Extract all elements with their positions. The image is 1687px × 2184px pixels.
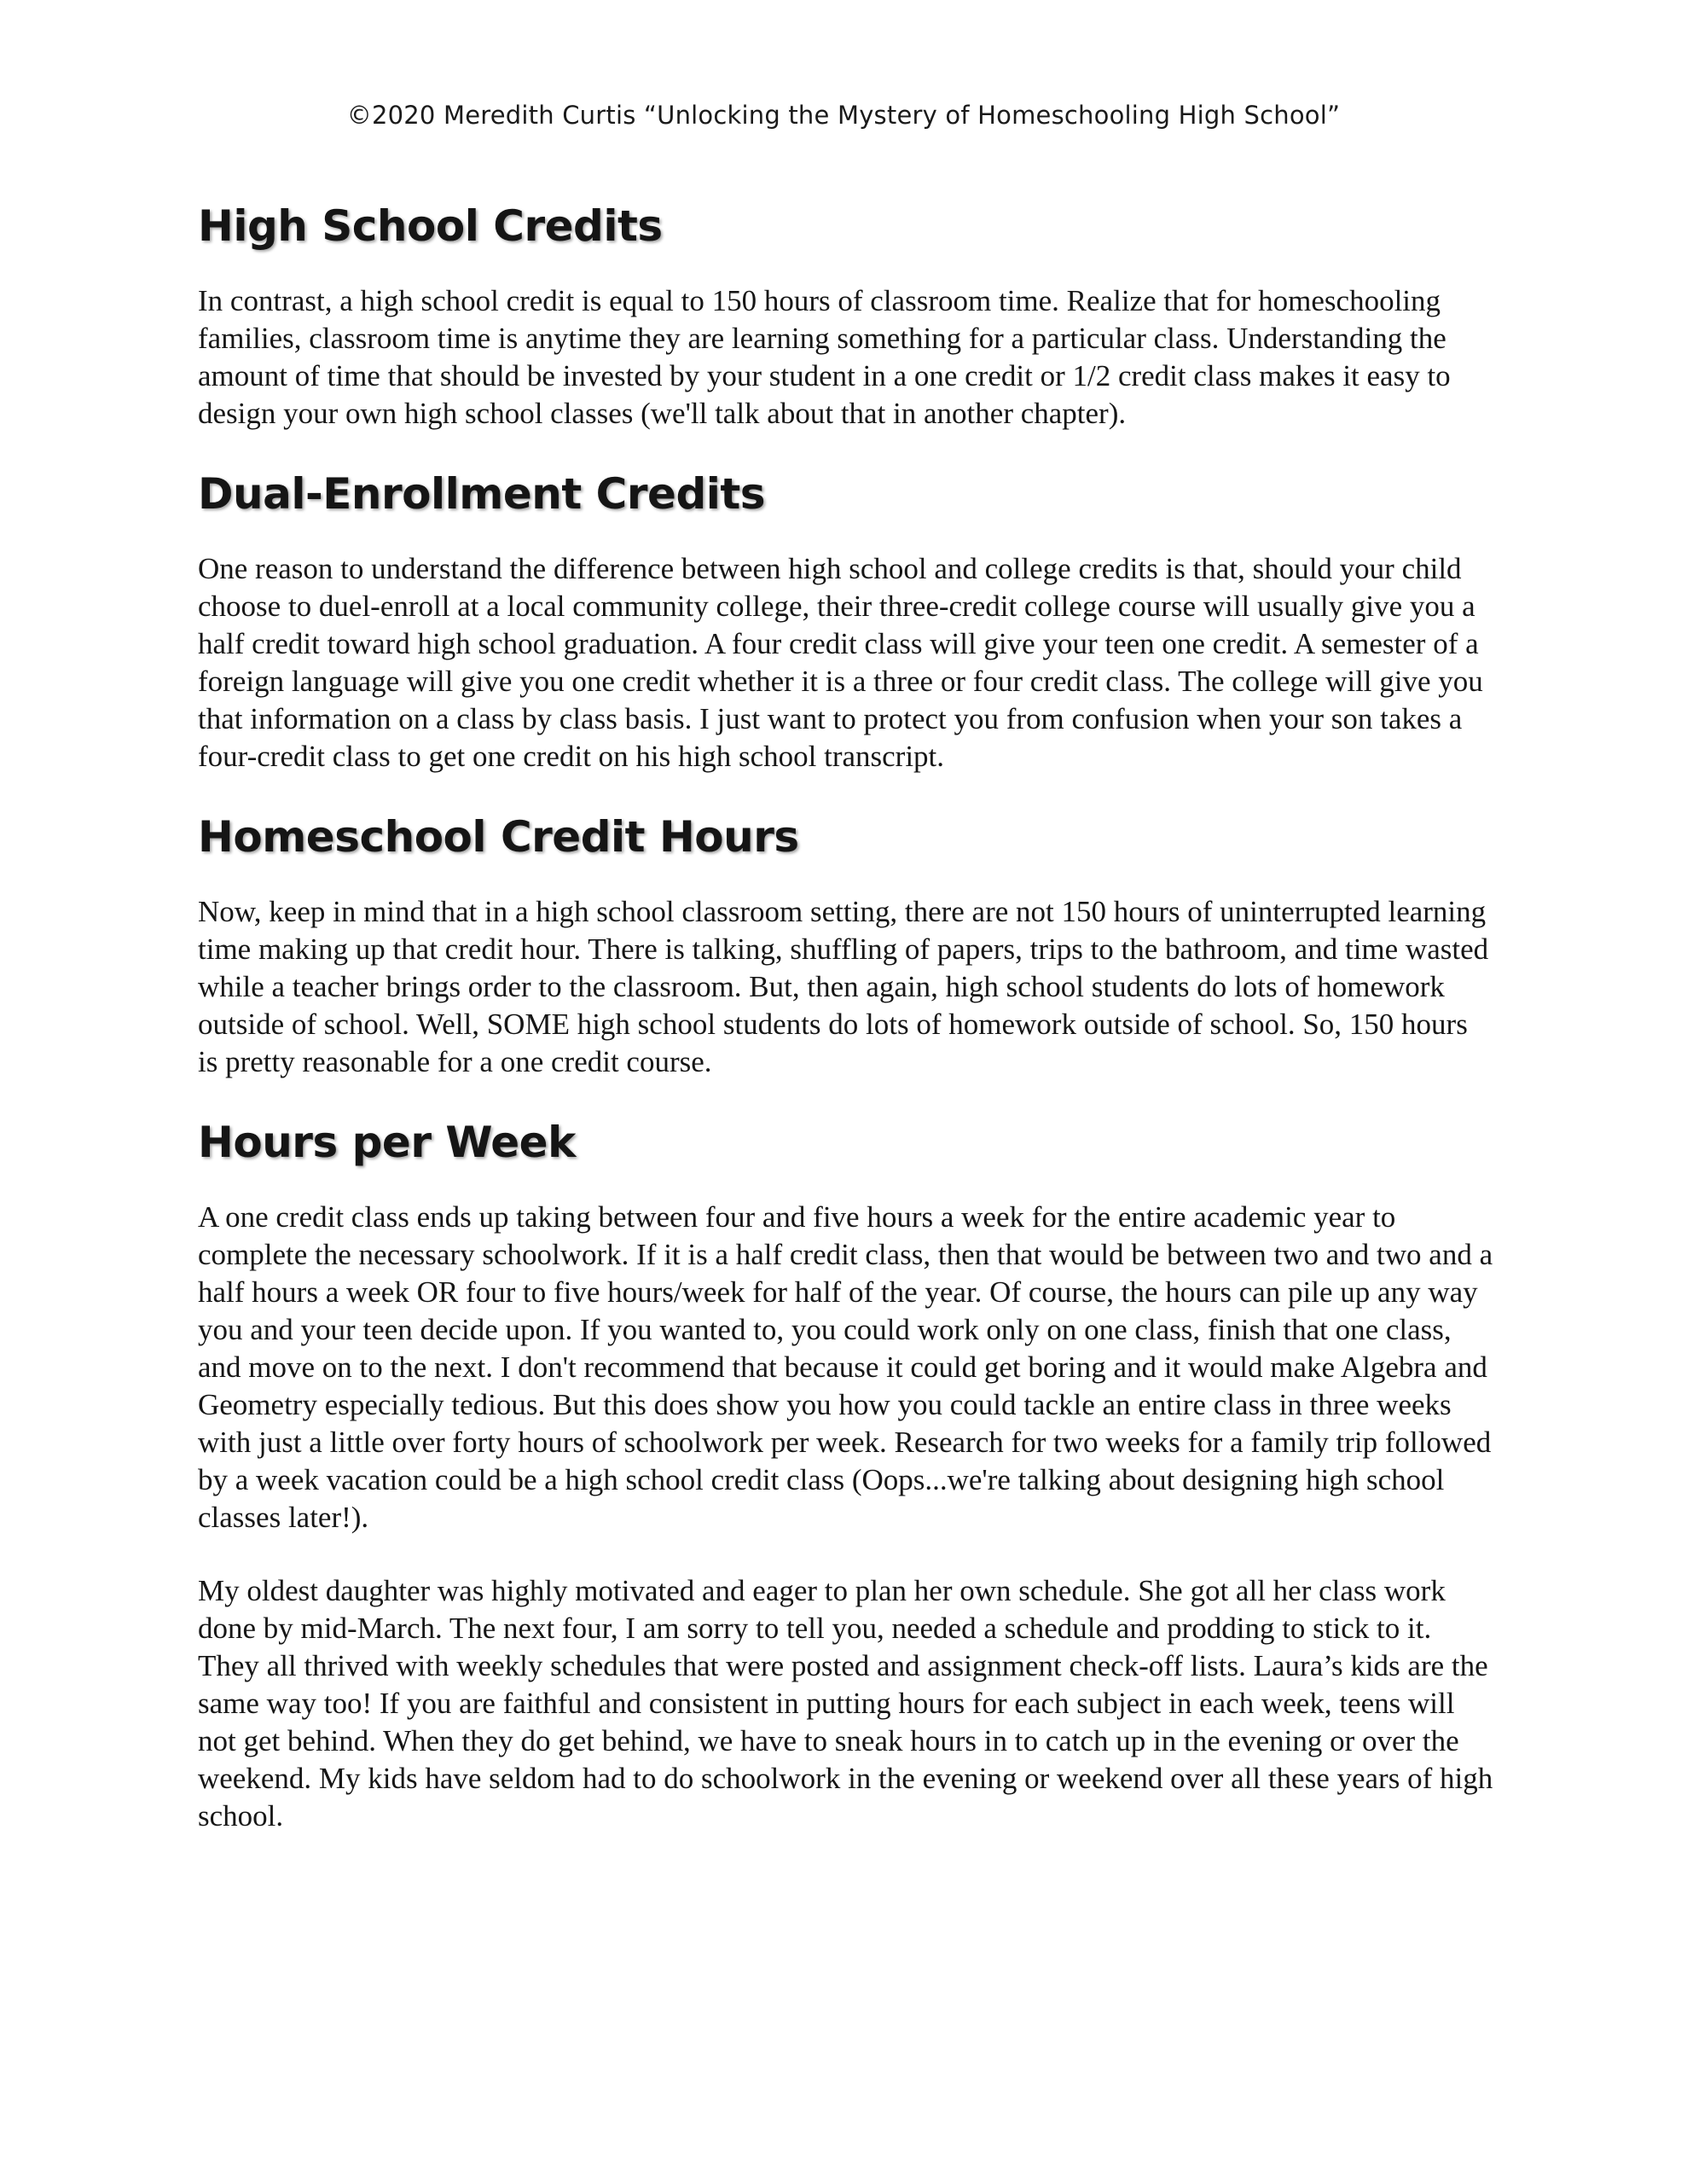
section-hours-per-week [198,1117,1494,1835]
section-heading: Hours per Week [198,1118,576,1167]
section-heading: High School Credits [198,201,663,251]
body-paragraph: One reason to understand the difference between high school and college credits is that, should your child choose to duel-enroll at a local community college, their three-credit college course will usually give you a half credit toward high school graduation. A four credit class will give your teen one credit. A semester of a foreign language will give you one credit whether it is a three or four credit class. The college will give you that information on a class by class basis. I just want to protect you from confusion when your son takes a four-credit class to get one credit on his high school transcript. [198,552,1483,773]
section-heading: Dual-Enrollment Credits [198,469,766,519]
body-paragraph: Now, keep in mind that in a high school classroom setting, there are not 150 hours of uninterrupted learning time making up that credit hour. There is talking, shuffling of papers, trips to the bathroom, and time wasted while a teacher brings order to the classroom. But, then again, high school students do lots of homework outside of school. Well, SOME high school students do lots of homework outside of school. So, 150 hours is pretty reasonable for a one credit course. [198,895,1489,1078]
section-dual-enrollment-credits [198,468,1494,775]
section-homeschool-credit-hours [198,811,1494,1081]
body-paragraph: A one credit class ends up taking between four and five hours a week for the entire academic year to complete the necessary schoolwork. If it is a half credit class, then that would be between two and two and a half hours a week OR four to five hours/week for half of the year. Of course, the hours can pile up any way you and your teen decide upon. If you wanted to, you could work only on one class, finish that one class, and move on to the next. I don't recommend that because it could get boring and it would make Algebra and Geometry especially tedious. But this does show you how you could tackle an entire class in three weeks with just a little over forty hours of schoolwork per week. Research for two weeks for a family trip followed by a week vacation could be a high school credit class (Oops...we're talking about designing high school classes later!). [198,1200,1493,1534]
body-paragraph: My oldest daughter was highly motivated and eager to plan her own schedule. She got all her class work done by mid-March. The next four, I am sorry to tell you, needed a schedule and prodding to stick to it. They all thrived with weekly schedules that were posted and assignment check-off lists. Laura’s kids are the same way too! If you are faithful and consistent in putting hours for each subject in each week, teens will not get behind. When they do get behind, we have to sneak hours in to catch up in the evening or over the weekend. My kids have seldom had to do schoolwork in the evening or weekend over all these years of high school. [198,1574,1493,1833]
running-header: ©2020 Meredith Curtis “Unlocking the Mystery of Homeschooling High School” [346,101,1341,130]
section-heading: Homeschool Credit Hours [198,812,799,862]
page-content [198,200,1494,1871]
body-paragraph: In contrast, a high school credit is equal to 150 hours of classroom time. Realize that for homeschooling families, classroom time is anytime they are learning something for a particular class. Understanding the amount of time that should be invested by your student in a one credit or 1/2 credit class makes it easy to design your own high school classes (we'll talk about that in another chapter). [198,284,1451,430]
section-high-school-credits [198,200,1494,433]
